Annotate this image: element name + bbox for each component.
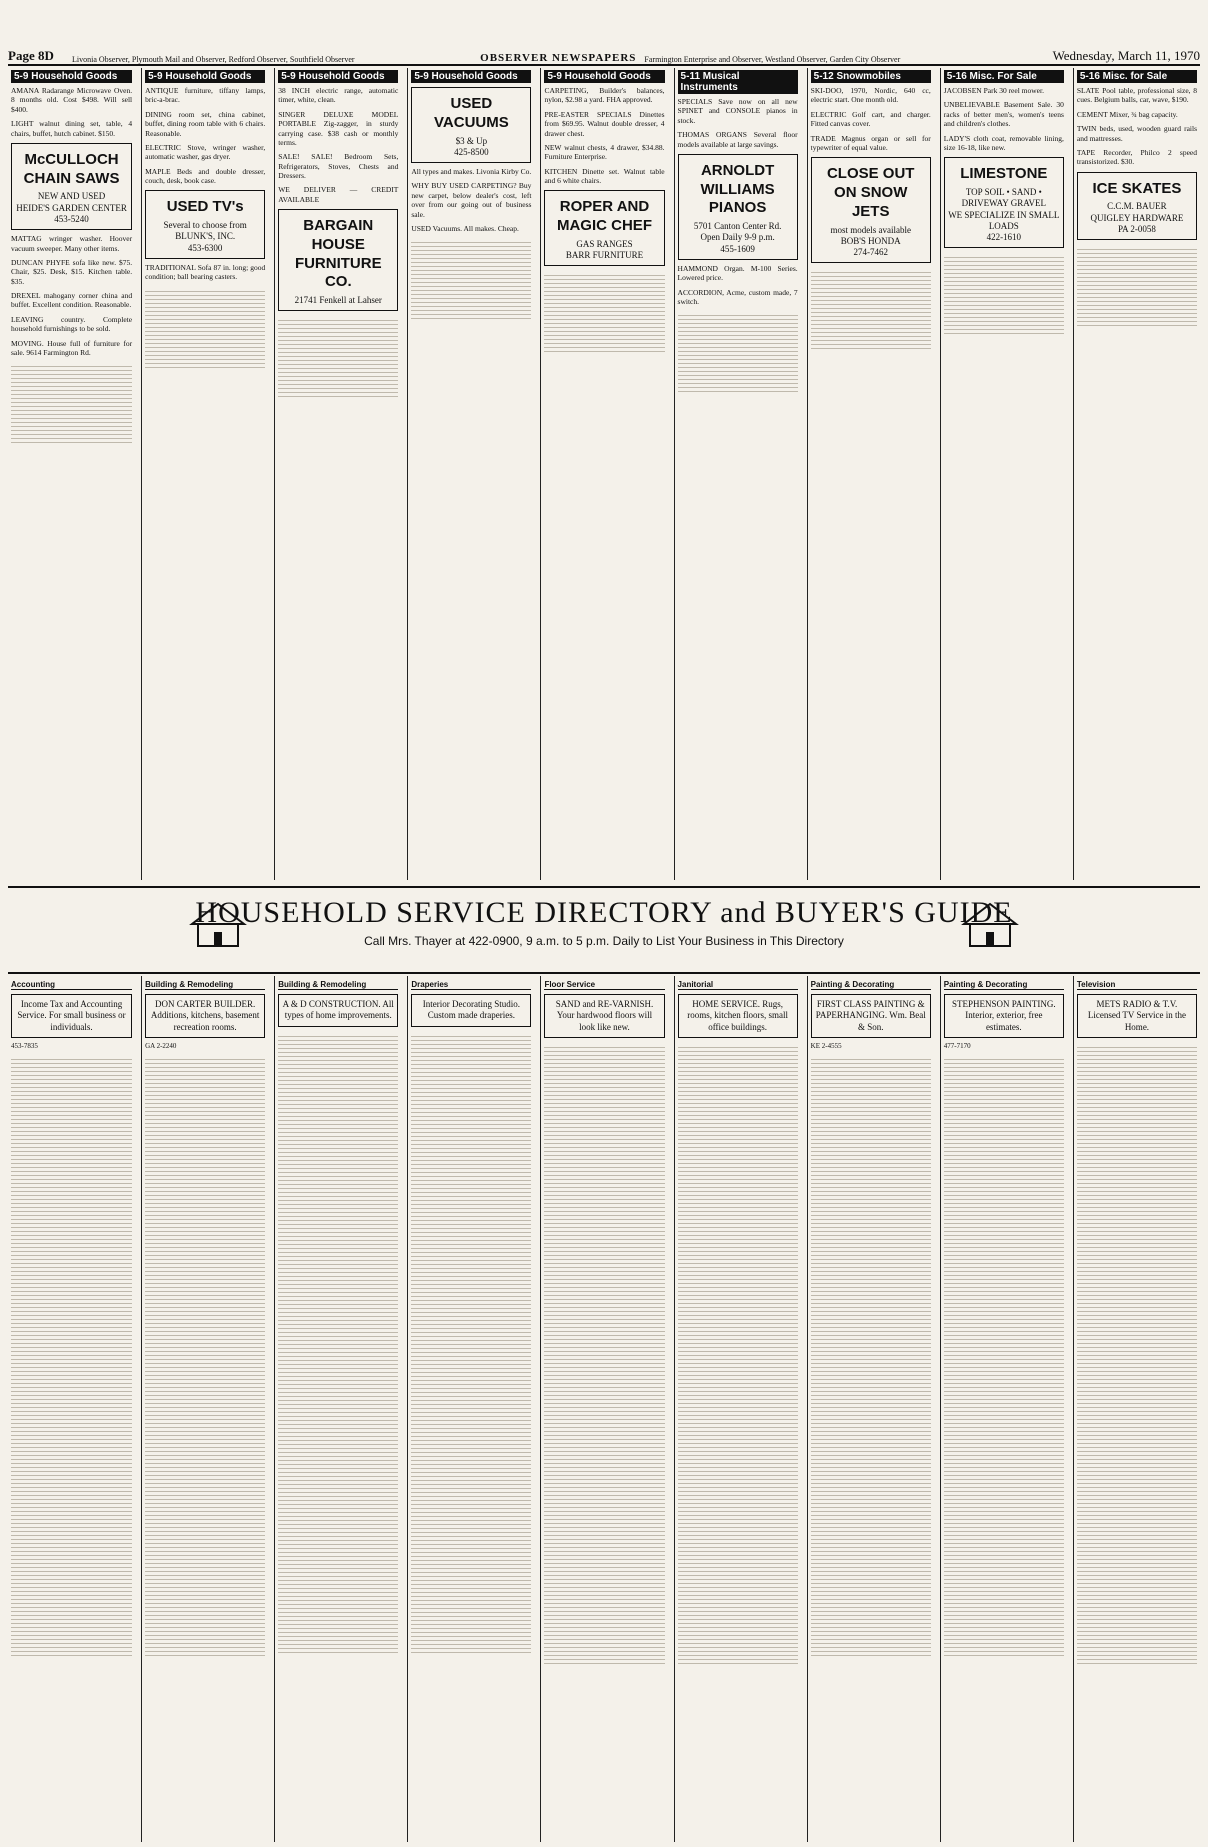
display-ad-phone: 274-7462 <box>853 247 888 257</box>
display-ad <box>278 209 398 311</box>
house-icon <box>188 902 248 948</box>
service-phone: KE 2-4555 <box>810 1041 842 1050</box>
display-ad-sub: BLUNK'S, INC. <box>175 231 236 242</box>
classified-ad: 38 INCH electric range, automatic timer, white, clean. <box>278 86 399 105</box>
display-ad <box>678 154 798 260</box>
section-header: 5-9 Household Goods <box>11 70 132 83</box>
masthead <box>8 44 1200 66</box>
classified-ad: SLATE Pool table, professional size, 8 cues. Belgium balls, car, wave, $190. <box>1076 86 1197 105</box>
service-ad: FIRST CLASS PAINTING & PAPERHANGING. Wm. Beal & Son. <box>811 994 931 1038</box>
service-category: Television <box>1077 980 1197 990</box>
fine-print <box>544 1044 664 1664</box>
display-ad <box>944 157 1064 248</box>
display-ad-sub: BOB'S HONDA <box>840 235 901 246</box>
service-category: Building & Remodeling <box>278 980 398 990</box>
display-ad-title: USED VACUUMS <box>434 95 509 131</box>
classified-ad: USED Vacuums. All makes. Cheap. <box>411 223 519 233</box>
display-ad-sub: BARR FURNITURE <box>565 250 644 261</box>
display-ad-title: CLOSE OUT ON SNOW JETS <box>826 165 915 220</box>
service-category: Janitorial <box>678 980 798 990</box>
publications-left: Livonia Observer, Plymouth Mail and Observer, Redford Observer, Southfield Observer <box>72 55 355 64</box>
display-ad-phone: 455-1609 <box>720 243 755 254</box>
fine-print <box>11 363 132 443</box>
display-ad <box>411 87 531 163</box>
display-ad-sub: WE SPECIALIZE IN SMALL LOADS <box>948 209 1060 231</box>
display-ad-title: ROPER AND MAGIC CHEF <box>556 198 652 235</box>
classified-ad: MATTAG wringer washer. Hoover vacuum sweeper. Many other items. <box>11 234 133 253</box>
service-category: Painting & Decorating <box>811 980 931 990</box>
service-column <box>8 976 135 1842</box>
section-header: 5-16 Misc. for Sale <box>1077 70 1197 83</box>
classified-ad: KITCHEN Dinette set. Walnut table and 6 white chairs. <box>544 166 665 185</box>
brand: OBSERVER NEWSPAPERS <box>480 52 637 64</box>
section-header: 5-9 Household Goods <box>145 70 265 83</box>
display-ad <box>544 190 664 266</box>
classified-ad: CARPETING, Builder's balances, nylon, $2.98 a yard. FHA approved. <box>544 86 665 105</box>
display-ad-phone: PA 2-0058 <box>1117 223 1156 234</box>
display-ad-title: ICE SKATES <box>1092 179 1182 197</box>
display-ad-line: 5701 Canton Center Rd. <box>693 221 782 232</box>
classified-ad: WE DELIVER — CREDIT AVAILABLE <box>278 185 399 204</box>
display-ad-line: Several to choose from <box>163 220 247 231</box>
classified-ad: SPECIALS Save now on all new SPINET and CONSOLE pianos in stock. <box>677 97 798 125</box>
display-ad-title: McCULLOCH CHAIN SAWS <box>23 150 120 187</box>
display-ad-line: most models available <box>830 224 911 235</box>
display-ad-phone: 425-8500 <box>454 146 489 157</box>
display-ad-line: NEW AND USED <box>37 191 106 202</box>
classified-ad: ELECTRIC Golf cart, and charger. Fitted canvas cover. <box>810 109 931 129</box>
fine-print <box>678 1044 798 1664</box>
service-columns <box>8 976 1200 1842</box>
service-phone: 453-7835 <box>11 1041 38 1050</box>
classified-ad: NEW walnut chests, 4 drawer, $34.88. Furniture Enterprise. <box>544 142 665 162</box>
display-ad-sub: HEIDE'S GARDEN CENTER <box>16 202 127 213</box>
service-category: Building & Remodeling <box>145 980 265 990</box>
column <box>1073 68 1200 880</box>
classified-ad: ACCORDION, Acme, custom made, 7 switch. <box>677 287 798 306</box>
fine-print <box>811 269 931 349</box>
display-ad-title: BARGAIN HOUSE FURNITURE CO. <box>294 217 382 291</box>
service-ad: Income Tax and Accounting Service. For small business or individuals. <box>11 994 132 1038</box>
display-ad-title: LIMESTONE <box>960 165 1048 183</box>
service-column <box>274 976 401 1842</box>
house-icon <box>960 902 1020 948</box>
classified-ad: DUNCAN PHYFE sofa like new. $75. Chair, $25. Desk, $15. Kitchen table. $35. <box>11 257 133 286</box>
display-ad-phone: 453-6300 <box>187 242 223 253</box>
classified-ad: SKI-DOO, 1970, Nordic, 640 cc, electric start. One month old. <box>810 86 931 105</box>
display-ad <box>11 143 132 230</box>
service-ad: METS RADIO & T.V. Licensed TV Service in the Home. <box>1077 994 1197 1038</box>
column <box>540 68 667 880</box>
fine-print <box>411 239 531 319</box>
section-header: 5-11 Musical Instruments <box>678 70 798 94</box>
service-phone: 477-7170 <box>943 1041 971 1050</box>
fine-print <box>278 1033 398 1653</box>
column <box>141 68 268 880</box>
fine-print <box>411 1033 531 1653</box>
service-category: Draperies <box>411 980 531 990</box>
fine-print <box>811 1056 931 1656</box>
classified-ad: HAMMOND Organ. M-100 Series. Lowered price. <box>677 263 798 283</box>
service-column <box>807 976 934 1842</box>
directory-subtitle: Call Mrs. Thayer at 422-0900, 9 a.m. to 5 p.m. Daily to List Your Business in This Directory <box>364 934 844 948</box>
classified-ad: TWIN beds, used, wooden guard rails and mattresses. <box>1076 124 1197 143</box>
column <box>274 68 401 880</box>
service-ad: A & D CONSTRUCTION. All types of home improvements. <box>278 994 398 1027</box>
fine-print <box>278 317 398 397</box>
classified-ad: CEMENT Mixer, ¾ bag capacity. <box>1076 109 1178 119</box>
classified-ad: DREXEL mahogany corner china and buffet. Excellent condition. Reasonable. <box>11 291 133 310</box>
service-ad: DON CARTER BUILDER. Additions, kitchens, basement recreation rooms. <box>145 994 265 1038</box>
display-ad <box>145 190 265 259</box>
classified-ad: THOMAS ORGANS Several floor models available at large savings. <box>677 130 798 149</box>
classified-ad: WHY BUY USED CARPETING? Buy new carpet, below dealer's cost, left over from our going out of business sale. <box>411 181 532 219</box>
column <box>8 68 135 880</box>
classified-ad: LEAVING country. Complete household furnishings to be sold. <box>11 314 133 334</box>
display-ad-sub: Open Daily 9-9 p.m. <box>700 232 775 243</box>
service-column <box>540 976 667 1842</box>
service-phone: GA 2-2240 <box>145 1041 177 1050</box>
display-ad-line: $3 & Up <box>455 135 488 146</box>
classified-ad: ANTIQUE furniture, tiffany lamps, bric-a-brac. <box>145 86 266 105</box>
classified-ad: DINING room set, china cabinet, buffet, dining room table with 6 chairs. Reasonable. <box>145 109 266 138</box>
classified-ad: AMANA Radarange Microwave Oven. 8 months old. Cost $498. Will sell $400. <box>11 86 133 114</box>
classified-ad: MOVING. House full of furniture for sale. 9614 Farmington Rd. <box>11 338 133 357</box>
classified-ad: All types and makes. Livonia Kirby Co. <box>411 167 532 176</box>
classified-ad: TRADITIONAL Sofa 87 in. long; good condition; ball bearing casters. <box>145 262 266 282</box>
page-number: Page 8D <box>8 48 54 63</box>
section-header: 5-9 Household Goods <box>278 70 398 83</box>
classified-ad: SINGER DELUXE MODEL PORTABLE Zig-zagger, in sturdy carrying case. $38 cash or monthly terms. <box>278 109 399 147</box>
service-category: Floor Service <box>544 980 664 990</box>
classified-ad: SALE! SALE! Bedroom Sets, Refrigerators, Stoves, Chests and Dressers. <box>278 152 399 180</box>
display-ad <box>1077 172 1197 241</box>
service-ad: Interior Decorating Studio. Custom made draperies. <box>411 994 531 1027</box>
service-ad: HOME SERVICE. Rugs, rooms, kitchen floors, small office buildings. <box>678 994 798 1038</box>
classified-ad: LIGHT walnut dining set, table, 4 chairs, buffet, hutch cabinet. $150. <box>11 119 133 138</box>
classified-ad: TAPE Recorder, Philco 2 speed transistorized. $30. <box>1076 147 1197 167</box>
service-ad: STEPHENSON PAINTING. Interior, exterior, free estimates. <box>944 994 1064 1038</box>
fine-print <box>145 288 265 368</box>
service-column <box>407 976 534 1842</box>
display-ad <box>811 157 931 263</box>
display-ad-sub: QUIGLEY HARDWARE <box>1090 212 1184 223</box>
directory-banner <box>8 886 1200 974</box>
classified-ad: PRE-EASTER SPECIALS Dinettes from $69.95. Walnut double dresser, 4 drawer chest. <box>544 109 665 138</box>
display-ad-phone: 422-1610 <box>986 232 1022 242</box>
classified-ad: MAPLE Beds and double dresser, couch, desk, book case. <box>145 166 266 185</box>
service-column <box>1073 976 1200 1842</box>
display-ad-line: C.C.M. BAUER <box>1107 201 1167 212</box>
fine-print <box>544 272 664 352</box>
fine-print <box>1077 246 1197 326</box>
fine-print <box>145 1056 265 1656</box>
display-ad-line: TOP SOIL • SAND • DRIVEWAY GRAVEL <box>961 187 1047 209</box>
fine-print <box>1077 1044 1197 1664</box>
service-column <box>141 976 268 1842</box>
display-ad-line: 21741 Fenkell at Lahser <box>294 295 382 306</box>
display-ad-line: GAS RANGES <box>576 238 633 249</box>
service-ad: SAND and RE-VARNISH. Your hardwood floors will look like new. <box>544 994 664 1038</box>
classified-ad: LADY'S cloth coat, removable lining, size 16-18, like new. <box>943 133 1064 152</box>
service-category: Painting & Decorating <box>944 980 1064 990</box>
section-header: 5-9 Household Goods <box>544 70 664 83</box>
column <box>940 68 1067 880</box>
classified-ad: JACOBSEN Park 30 reel mower. <box>943 86 1044 95</box>
fine-print <box>11 1056 132 1656</box>
classified-ad: UNBELIEVABLE Basement Sale. 30 racks of better men's, women's teens and children's clothes. <box>943 100 1064 129</box>
column <box>407 68 534 880</box>
classified-ad: ELECTRIC Stove, wringer washer, automatic washer, gas dryer. <box>145 142 266 162</box>
column <box>807 68 934 880</box>
section-header: 5-16 Misc. For Sale <box>944 70 1064 83</box>
fine-print <box>678 312 798 392</box>
column <box>674 68 801 880</box>
display-ad-phone: 453-5240 <box>54 213 89 224</box>
classified-ad: TRADE Magnus organ or sell for typewriter of equal value. <box>810 133 931 152</box>
display-ad-title: USED TV's <box>166 198 244 216</box>
service-column <box>674 976 801 1842</box>
fine-print <box>944 254 1064 334</box>
publications-right: Farmington Enterprise and Observer, Westland Observer, Garden City Observer <box>644 55 901 64</box>
service-column <box>940 976 1067 1842</box>
display-ad-title: ARNOLDT WILLIAMS PIANOS <box>700 161 775 217</box>
classified-columns <box>8 68 1200 880</box>
service-category: Accounting <box>11 980 132 990</box>
issue-date: Wednesday, March 11, 1970 <box>1052 48 1201 63</box>
section-header: 5-12 Snowmobiles <box>811 70 931 83</box>
directory-title: HOUSEHOLD SERVICE DIRECTORY and BUYER'S GUIDE <box>195 896 1013 929</box>
section-header: 5-9 Household Goods <box>411 70 531 83</box>
fine-print <box>944 1056 1064 1656</box>
